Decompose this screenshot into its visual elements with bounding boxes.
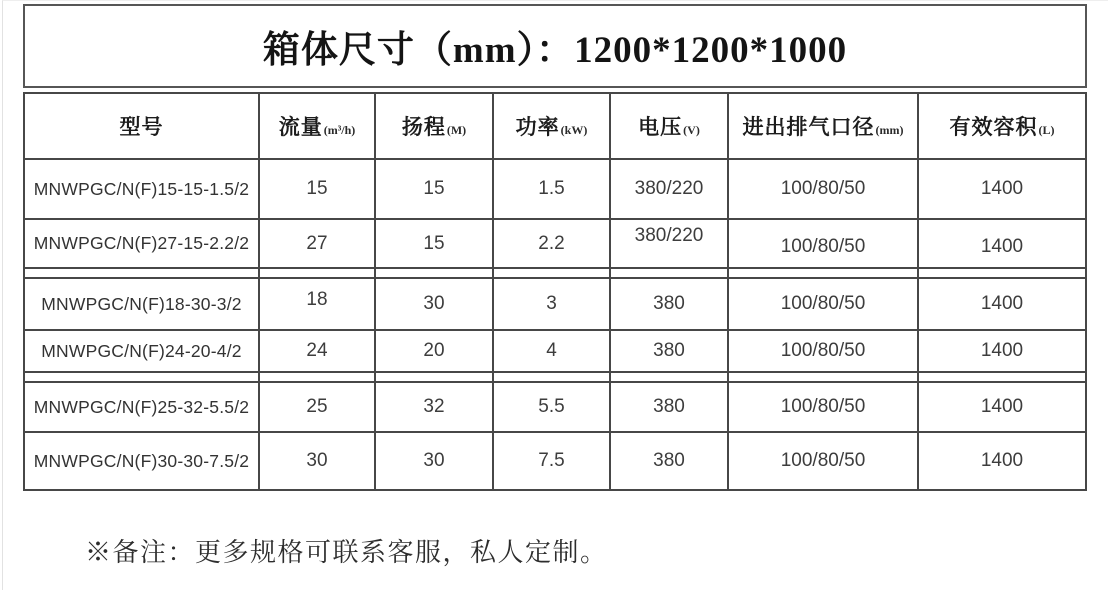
table-cell (376, 433, 494, 489)
cell-value: MNWPGC/N(F)15-15-1.5/2 (33, 178, 250, 199)
cell-value: 32 (423, 396, 445, 417)
table-cell (494, 160, 611, 218)
table-cell (260, 279, 376, 329)
header-cell (729, 94, 919, 158)
separator-cell (919, 373, 1085, 381)
separator-cell (260, 269, 376, 277)
cell-value: 30 (306, 450, 328, 471)
cell-value: 2.2 (538, 232, 565, 254)
cell-value: 100/80/50 (780, 450, 866, 471)
cell-value: 1400 (980, 293, 1024, 314)
table-cell (919, 433, 1085, 489)
table-cell (611, 220, 729, 267)
table-cell (494, 433, 611, 489)
cell-value: 380 (653, 450, 685, 471)
table-row (25, 383, 1085, 433)
cell-value: 380 (653, 340, 685, 361)
table-cell (611, 383, 729, 431)
table-cell (25, 279, 260, 329)
table-cell (611, 279, 729, 329)
table-cell (611, 433, 729, 489)
cell-value: 380/220 (634, 178, 704, 199)
cell-value: 15 (423, 232, 445, 254)
table-cell (25, 331, 260, 371)
table-cell (494, 383, 611, 431)
table-cell (25, 160, 260, 218)
table-cell (376, 383, 494, 431)
table-row (25, 279, 1085, 331)
header-label: 扬程 (401, 115, 446, 139)
header-unit: (m³/h) (323, 122, 356, 137)
separator-cell (611, 269, 729, 277)
header-cell (611, 94, 729, 158)
cell-value: 1400 (980, 235, 1024, 257)
cell-value: 15 (306, 178, 328, 199)
separator-cell (260, 373, 376, 381)
separator-cell (25, 373, 260, 381)
cell-value: 5.5 (538, 396, 565, 417)
cell-value: 1.5 (538, 178, 565, 199)
cell-value: 380/220 (634, 224, 704, 246)
cell-value: 1400 (980, 396, 1024, 417)
table-cell (494, 279, 611, 329)
table-cell (729, 220, 919, 267)
cell-value: 20 (423, 340, 445, 361)
header-cell (919, 94, 1085, 158)
cell-value: 100/80/50 (780, 340, 866, 361)
table-cell (376, 160, 494, 218)
table-cell (919, 220, 1085, 267)
cell-value: MNWPGC/N(F)25-32-5.5/2 (33, 396, 250, 417)
table-row (25, 331, 1085, 373)
cell-value: 100/80/50 (780, 293, 866, 314)
header-label: 功率 (515, 115, 560, 139)
table-cell (729, 331, 919, 371)
cell-value: 27 (306, 232, 328, 254)
cell-value: 4 (546, 340, 557, 361)
cell-value: MNWPGC/N(F)18-30-3/2 (41, 293, 242, 314)
cell-value: 30 (423, 293, 445, 314)
table-cell (919, 279, 1085, 329)
header-label: 进出排气口径 (742, 115, 875, 139)
table-cell (919, 160, 1085, 218)
table-cell (611, 331, 729, 371)
table-cell (260, 383, 376, 431)
separator-cell (729, 269, 919, 277)
separator-row (25, 373, 1085, 383)
separator-cell (919, 269, 1085, 277)
cell-value: 1400 (980, 178, 1024, 199)
header-unit: (M) (446, 122, 467, 137)
cell-value: 30 (423, 450, 445, 471)
table-row (25, 160, 1085, 220)
table-cell (260, 433, 376, 489)
table-cell (729, 433, 919, 489)
page-title: 箱体尺寸（mm）：1200*1200*1000 (262, 30, 848, 71)
table-cell (25, 433, 260, 489)
table-cell (260, 220, 376, 267)
note-text: ※备注：更多规格可联系客服，私人定制。 (85, 537, 608, 567)
cell-value: MNWPGC/N(F)27-15-2.2/2 (33, 233, 250, 253)
table-cell (376, 279, 494, 329)
table-cell (729, 279, 919, 329)
table-row (25, 433, 1085, 489)
cell-value: 100/80/50 (780, 178, 866, 199)
header-unit: (L) (1038, 122, 1055, 137)
table-cell (611, 160, 729, 218)
table-cell (260, 160, 376, 218)
header-unit: (V) (683, 122, 700, 137)
header-cell (376, 94, 494, 158)
separator-cell (494, 373, 611, 381)
separator-cell (611, 373, 729, 381)
cell-value: 25 (306, 396, 328, 417)
header-cell (494, 94, 611, 158)
separator-cell (376, 269, 494, 277)
cell-value: MNWPGC/N(F)24-20-4/2 (41, 340, 242, 361)
table-cell (260, 331, 376, 371)
cell-value: 100/80/50 (780, 235, 866, 257)
header-cell (25, 94, 260, 158)
separator-row (25, 269, 1085, 279)
header-cell (260, 94, 376, 158)
table-cell (494, 331, 611, 371)
table-cell (25, 220, 260, 267)
cell-value: 100/80/50 (780, 396, 866, 417)
cell-value: 1400 (980, 450, 1024, 471)
cell-value: 3 (546, 293, 557, 314)
title-box (23, 4, 1087, 88)
cell-value: MNWPGC/N(F)30-30-7.5/2 (33, 450, 250, 471)
header-unit: (mm) (875, 122, 904, 137)
header-label: 流量 (278, 115, 323, 139)
table-row (25, 220, 1085, 269)
cell-value: 24 (306, 340, 328, 361)
header-unit: (kW) (560, 122, 588, 137)
spec-table (23, 92, 1087, 491)
table-cell (25, 383, 260, 431)
cell-value: 380 (653, 293, 685, 314)
separator-cell (494, 269, 611, 277)
table-cell (729, 383, 919, 431)
separator-cell (729, 373, 919, 381)
table-cell (919, 383, 1085, 431)
table-cell (494, 220, 611, 267)
table-cell (376, 220, 494, 267)
header-label: 有效容积 (949, 115, 1038, 139)
cell-value: 18 (306, 289, 328, 310)
cell-value: 7.5 (538, 450, 565, 471)
header-label: 型号 (119, 115, 164, 139)
cell-value: 15 (423, 178, 445, 199)
cell-value: 1400 (980, 340, 1024, 361)
table-cell (919, 331, 1085, 371)
header-label: 电压 (638, 115, 683, 139)
separator-cell (376, 373, 494, 381)
table-cell (729, 160, 919, 218)
separator-cell (25, 269, 260, 277)
table-cell (376, 331, 494, 371)
cell-value: 380 (653, 396, 685, 417)
table-header-row (25, 94, 1085, 160)
